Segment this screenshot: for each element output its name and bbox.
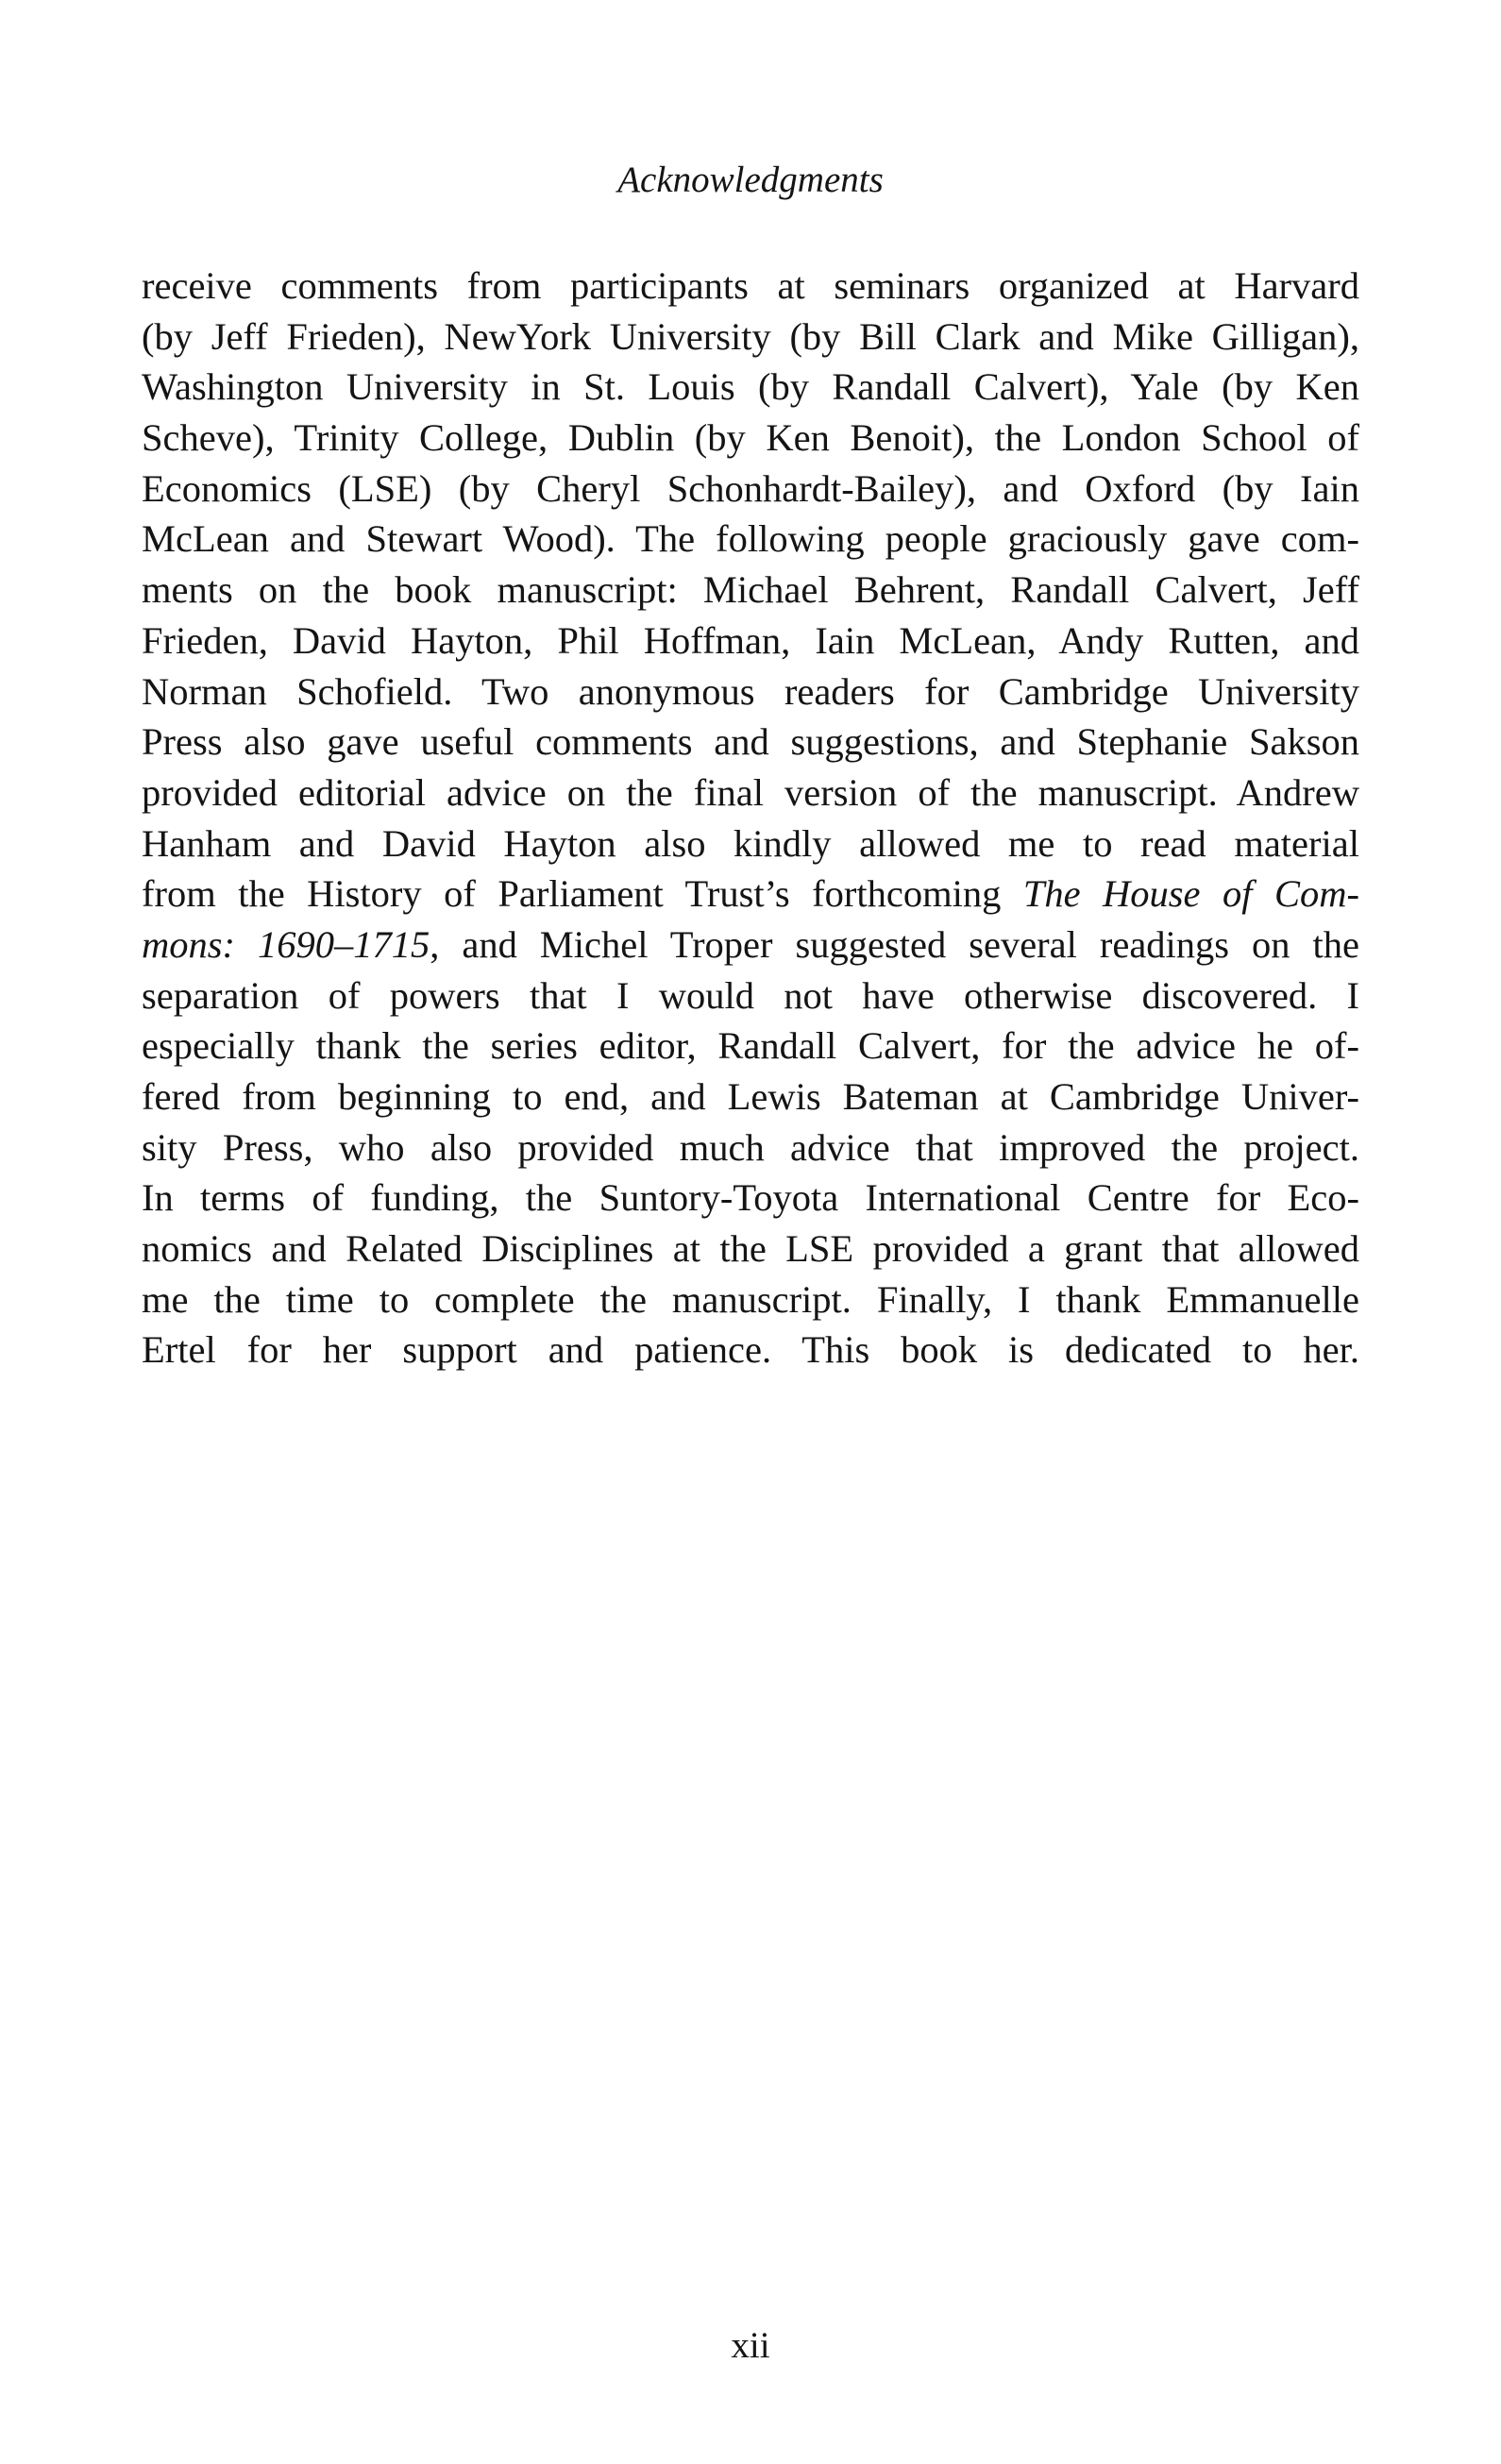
acknowledgments-paragraph: [142, 261, 1359, 1375]
text-line: McLean and Stewart Wood). The following people graciously gave com-: [142, 517, 1359, 561]
book-title-italic: mons: 1690–1715: [142, 922, 430, 966]
text-segment: from the History of Parliament Trust’s forthcoming: [142, 872, 1023, 916]
text-line: Scheve), Trinity College, Dublin (by Ken Benoit), the London School of: [142, 416, 1359, 460]
text-line: receive comments from participants at seminars organized at Harvard: [142, 264, 1359, 307]
text-line: fered from beginning to end, and Lewis Bateman at Cambridge Univer-: [142, 1075, 1359, 1118]
text-line: Norman Schofield. Two anonymous readers for Cambridge University: [142, 669, 1359, 713]
text-line: me the time to complete the manuscript. Finally, I thank Emmanuelle: [142, 1277, 1359, 1321]
text-line: Hanham and David Hayton also kindly allowed me to read material: [142, 821, 1359, 865]
text-line: Economics (LSE) (by Cheryl Schonhardt-Bailey), and Oxford (by Iain: [142, 466, 1359, 510]
text-line: [142, 920, 1359, 970]
text-line: ments on the book manuscript: Michael Behrent, Randall Calvert, Jeff: [142, 568, 1359, 612]
text-line: nomics and Related Disciplines at the LSE provided a grant that allowed: [142, 1227, 1359, 1271]
text-line: provided editorial advice on the final version of the manuscript. Andrew: [142, 770, 1359, 814]
text-segment: , and Michel Troper suggested several readings on the: [430, 922, 1360, 966]
text-line: [142, 869, 1359, 920]
text-line: In terms of funding, the Suntory-Toyota International Centre for Eco-: [142, 1176, 1359, 1220]
text-line: Frieden, David Hayton, Phil Hoffman, Iain McLean, Andy Rutten, and: [142, 618, 1359, 662]
text-line: separation of powers that I would not have otherwise discovered. I: [142, 973, 1359, 1017]
text-line: sity Press, who also provided much advice that improved the project.: [142, 1125, 1359, 1169]
text-line: (by Jeff Frieden), NewYork University (by Bill Clark and Mike Gilligan),: [142, 314, 1359, 358]
text-line: Washington University in St. Louis (by Randall Calvert), Yale (by Ken: [142, 365, 1359, 409]
text-line: Press also gave useful comments and suggestions, and Stephanie Sakson: [142, 720, 1359, 764]
text-line: especially thank the series editor, Randall Calvert, for the advice he of-: [142, 1024, 1359, 1068]
running-head: Acknowledgments: [617, 160, 884, 200]
book-title-italic: The House of Com-: [1022, 872, 1359, 916]
text-line: Ertel for her support and patience. This book is dedicated to her.: [142, 1328, 1359, 1372]
page-number: xii: [731, 2325, 770, 2366]
